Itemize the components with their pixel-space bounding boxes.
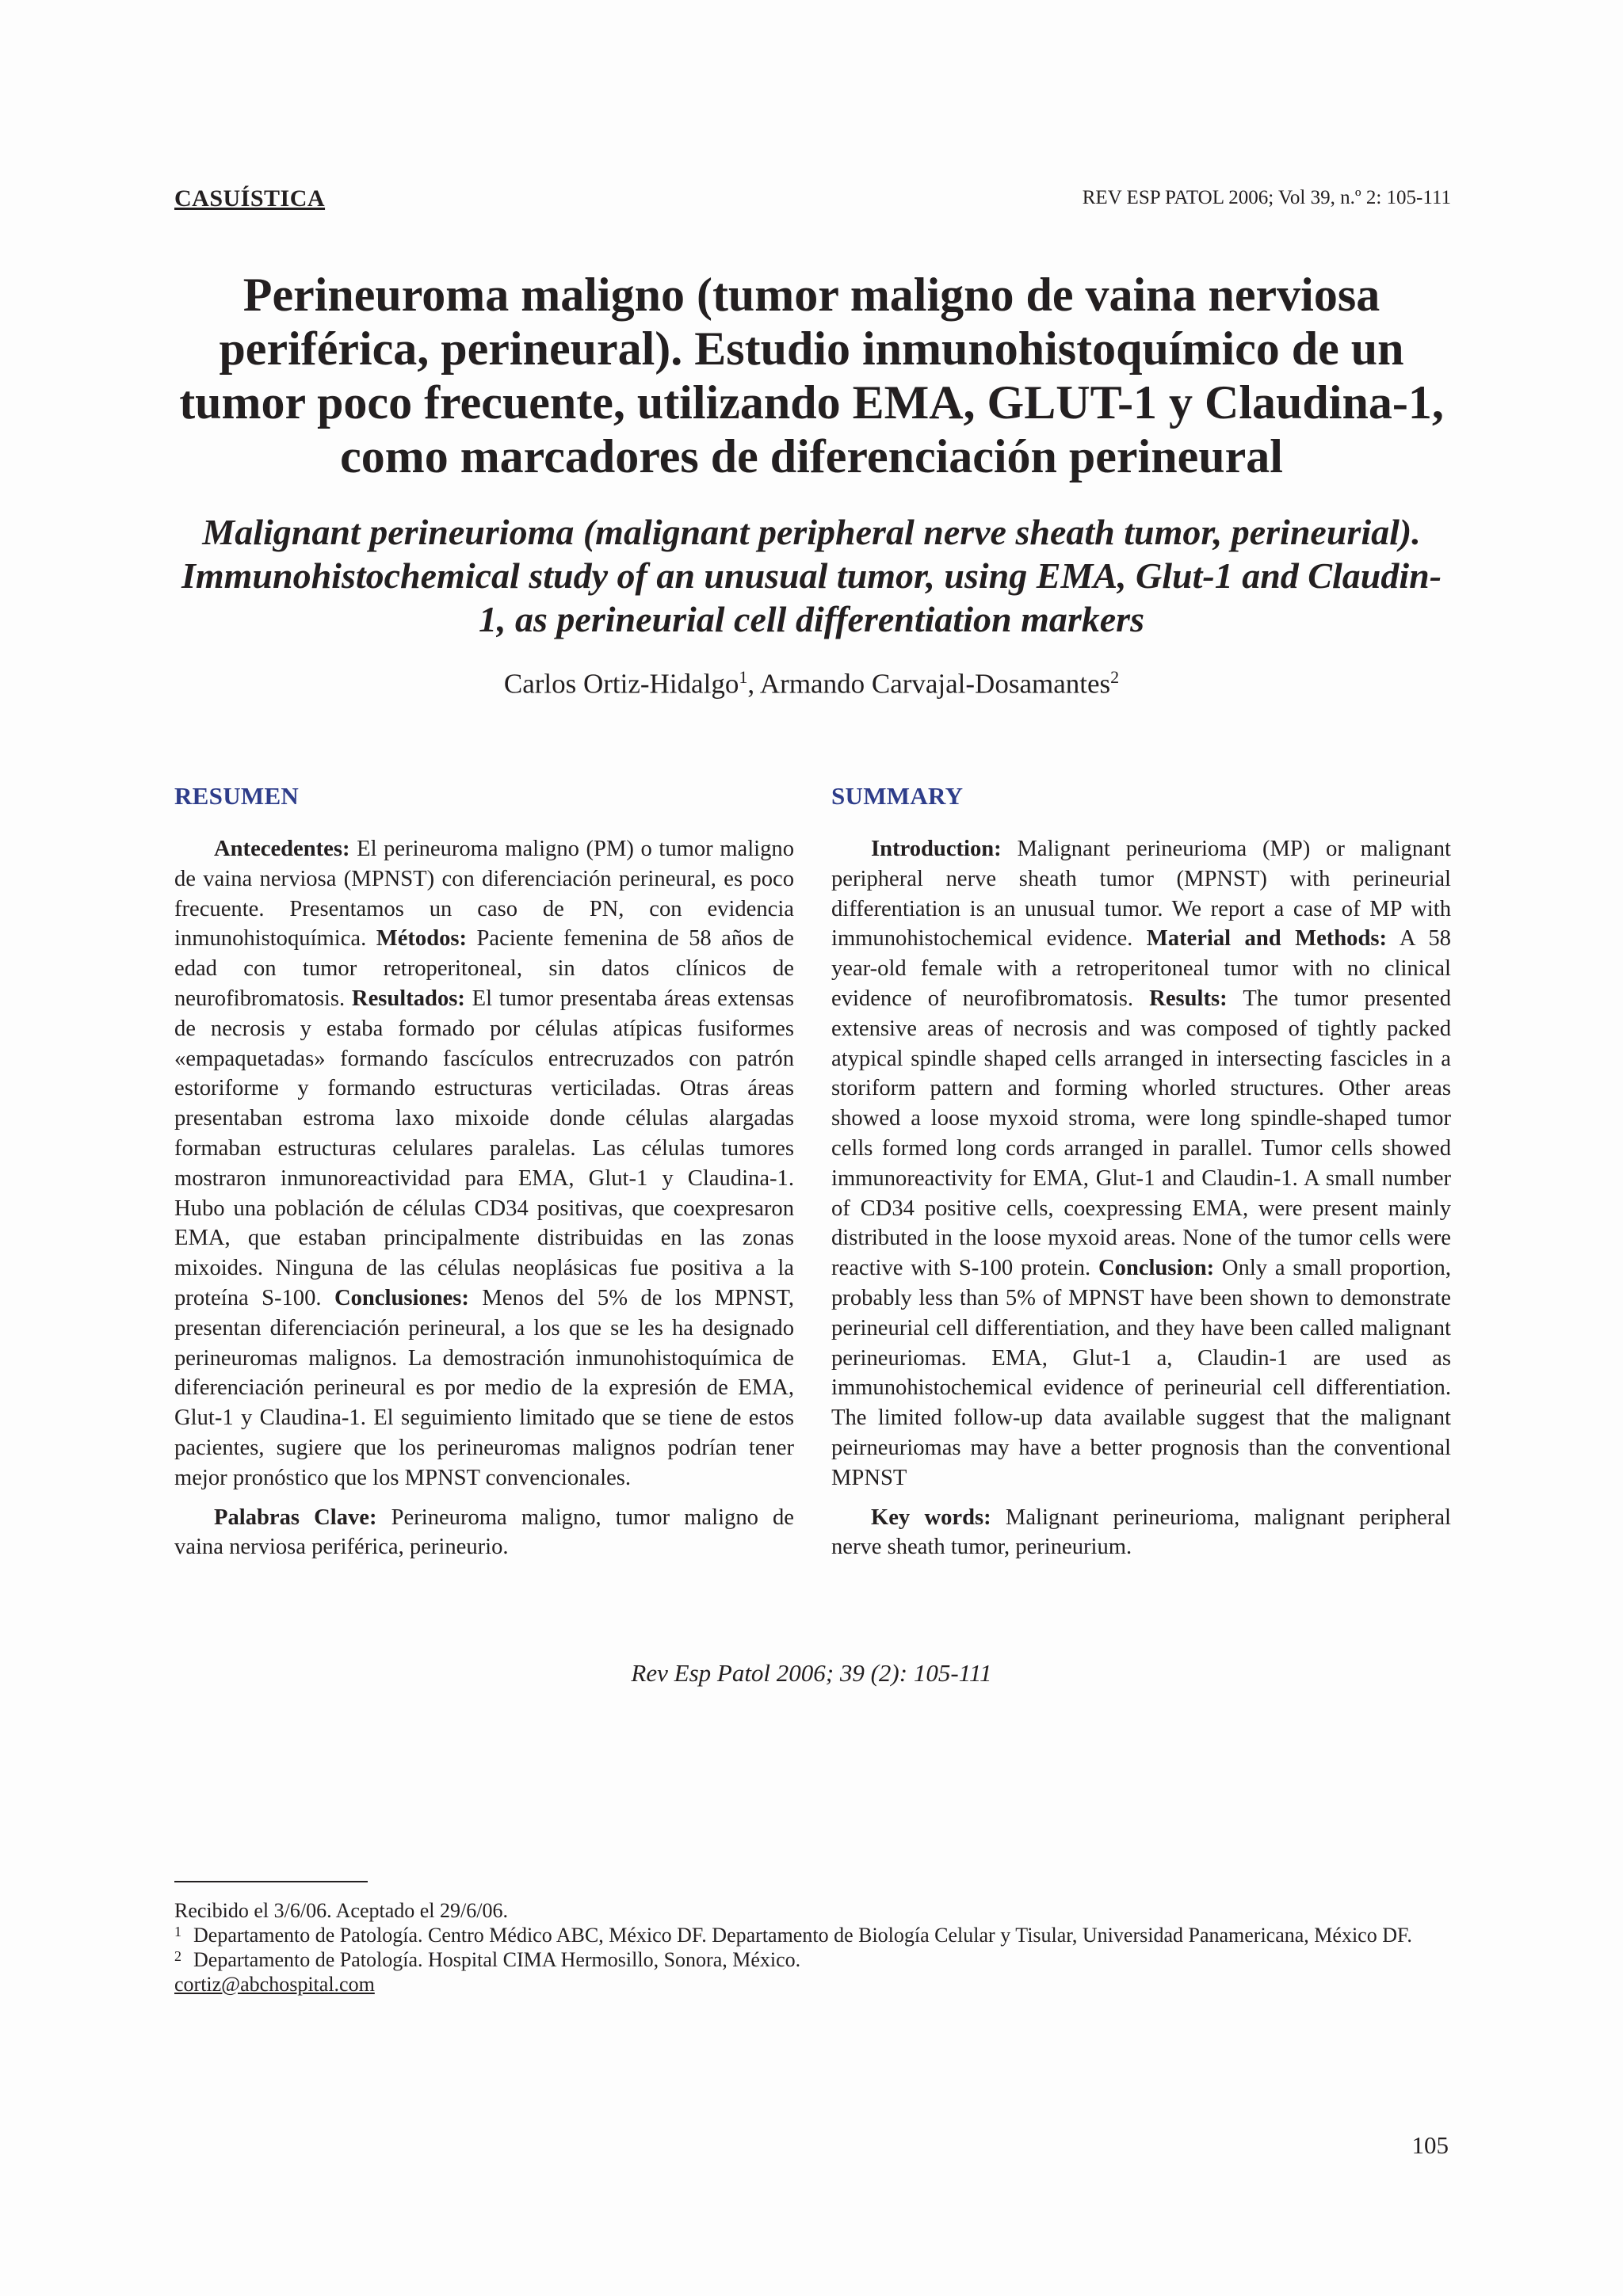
summary-column: [831, 782, 1451, 1562]
summary-abstract: [831, 834, 1451, 1493]
metodos-label: Métodos:: [376, 926, 468, 952]
affiliation-1-text: Departamento de Patología. Centro Médico ABC, México DF. Departamento de Biología Celular y Tisular, Universidad Panamericana, México DF.: [193, 1924, 1412, 1947]
footnote-marker: 2: [174, 1948, 181, 1964]
summary-heading: SUMMARY: [831, 782, 964, 810]
resultados-label: Resultados:: [351, 986, 465, 1011]
affiliation-marker: 1: [739, 667, 748, 687]
key-words-text: Malignant perineurioma, malignant peripheral nerve sheath tumor, perineurium.: [831, 1505, 1451, 1560]
methods-label: Material and Methods:: [1146, 926, 1388, 952]
received-date: Recibido el 3/6/06. Aceptado el 29/6/06.: [174, 1899, 508, 1922]
journal-citation: Rev Esp Patol 2006; 39 (2): 105-111: [631, 1659, 992, 1687]
key-words: [831, 1503, 1451, 1563]
key-words-label: Key words:: [871, 1505, 991, 1530]
methods-text: A 58 year-old female with a retroperitoneal tumor with no clinical evidence of neurofibromatosis.: [831, 926, 1451, 1011]
affiliation-1: [174, 1923, 1449, 1947]
resumen-heading: RESUMEN: [174, 782, 300, 810]
footnote-marker: 1: [174, 1924, 181, 1939]
footnotes: [174, 1898, 1449, 1997]
results-text: The tumor presented extensive areas of necrosis and was composed of tightly packed atypical spindle shaped cells arranged in intersecting fascicles in a storiform pattern and forming whorled structures. Other areas showed a loose myxoid stroma, were long spindle-shaped tumor cells formed long cords arranged in parallel. Tumor cells showed immunoreactivity for EMA, Glut-1 and Claudin-1. A small number of CD34 positive cells, coexpressing EMA, were present mainly distributed in the loose myxoid areas. None of the tumor cells were reactive with S-100 protein.: [831, 986, 1452, 1281]
page-number: 105: [1411, 2131, 1449, 2159]
journal-reference: REV ESP PATOL 2006; Vol 39, n.º 2: 105-111: [1082, 187, 1451, 208]
antecedentes-text: El perineuroma maligno (PM) o tumor maligno de vaina nerviosa (MPNST) con diferenciación perineural, es poco frecuente. Presentamos un caso de PN, con evidencia inmunohistoquímica.: [174, 837, 794, 952]
email-line: [174, 1972, 1449, 1997]
author-name: Carlos Ortiz-Hidalgo: [503, 668, 739, 700]
results-label: Results:: [1149, 986, 1228, 1011]
conclusion-text: Only a small proportion, probably less than 5% of MPNST have been shown to demonstrate perineurial cell differentiation, and they have been called malignant perineuriomas. EMA, Glut-1 a, Claudin-1 are used as immunohistochemical evidence of perineurial cell differentiation. The limited follow-up data available suggest that the malignant peirneuriomas may have a better prognosis than the conventional MPNST: [831, 1256, 1451, 1490]
author-list: [158, 667, 1465, 700]
conclusiones-text: Menos del 5% de los MPNST, presentan diferenciación perineural, a los que se les ha designado perineuromas malignos. La demostración inmunohistoquímica de diferenciación perineural es por medio de la expresión de EMA, Glut-1 y Claudina-1. El seguimiento limitado que se tiene de estos pacientes, sugiere que los perineuromas malignos podrían tener mejor pronóstico que los MPNST convencionales.: [174, 1285, 794, 1490]
resultados-text: El tumor presentaba áreas extensas de necrosis y estaba formado por células atípicas fusiformes «empaquetadas» formando fascículos entrecruzados con patrón estoriforme y formando estructuras verticiladas. Otras áreas presentaban estroma laxo mixoide donde células alargadas formaban estructuras celulares paralelas. Las células tumores mostraron inmunoreactividad para EMA, Glut-1 y Claudina-1. Hubo una población de células CD34 positivas, que coexpresaron EMA, que estaban principalmente distribuidas en las zonas mixoides. Ninguna de las células neoplásicas fue positiva a la proteína S-100.: [174, 986, 794, 1310]
palabras-clave-label: Palabras Clave:: [214, 1505, 377, 1530]
author-name: Armando Carvajal-Dosamantes: [759, 668, 1111, 700]
author-separator: ,: [747, 668, 760, 700]
introduction-label: Introduction:: [871, 837, 1002, 861]
affiliation-2: [174, 1947, 1449, 1972]
resumen-abstract: [174, 834, 794, 1493]
footnote-divider: [174, 1881, 368, 1882]
introduction-text: Malignant perineurioma (MP) or malignant peripheral nerve sheath tumor (MPNST) with perineurial differentiation is an unusual tumor. We report a case of MP with immunohistochemical evidence.: [831, 837, 1451, 952]
palabras-clave-text: Perineuroma maligno, tumor maligno de vaina nerviosa periférica, perineurio.: [174, 1505, 794, 1560]
palabras-clave: [174, 1503, 794, 1563]
author-email-link[interactable]: cortiz@abchospital.com: [174, 1973, 375, 1996]
conclusion-label: Conclusion:: [1098, 1256, 1215, 1281]
affiliation-marker: 2: [1110, 667, 1120, 687]
section-label: CASUÍSTICA: [174, 185, 326, 212]
title-spanish: Perineuroma maligno (tumor maligno de vaina nerviosa periférica, perineural). Estudio inmunohistoquímico de un tumor poco frecuente, utilizando EMA, GLUT-1 y Claudina-1, como marcadores de diferenciación perineural: [179, 269, 1444, 482]
conclusiones-label: Conclusiones:: [334, 1285, 469, 1310]
metodos-text: Paciente femenina de 58 años de edad con tumor retroperitoneal, sin datos clínicos de neurofibromatosis.: [174, 926, 794, 1011]
resumen-column: [174, 782, 794, 1562]
affiliation-2-text: Departamento de Patología. Hospital CIMA Hermosillo, Sonora, México.: [193, 1948, 801, 1971]
antecedentes-label: Antecedentes:: [214, 837, 350, 861]
title-english: Malignant perineurioma (malignant peripheral nerve sheath tumor, perineurial). Immunohistochemical study of an unusual tumor, using EMA, Glut-1 and Claudin-1, as perineurial cell differentiation markers: [181, 512, 1442, 639]
